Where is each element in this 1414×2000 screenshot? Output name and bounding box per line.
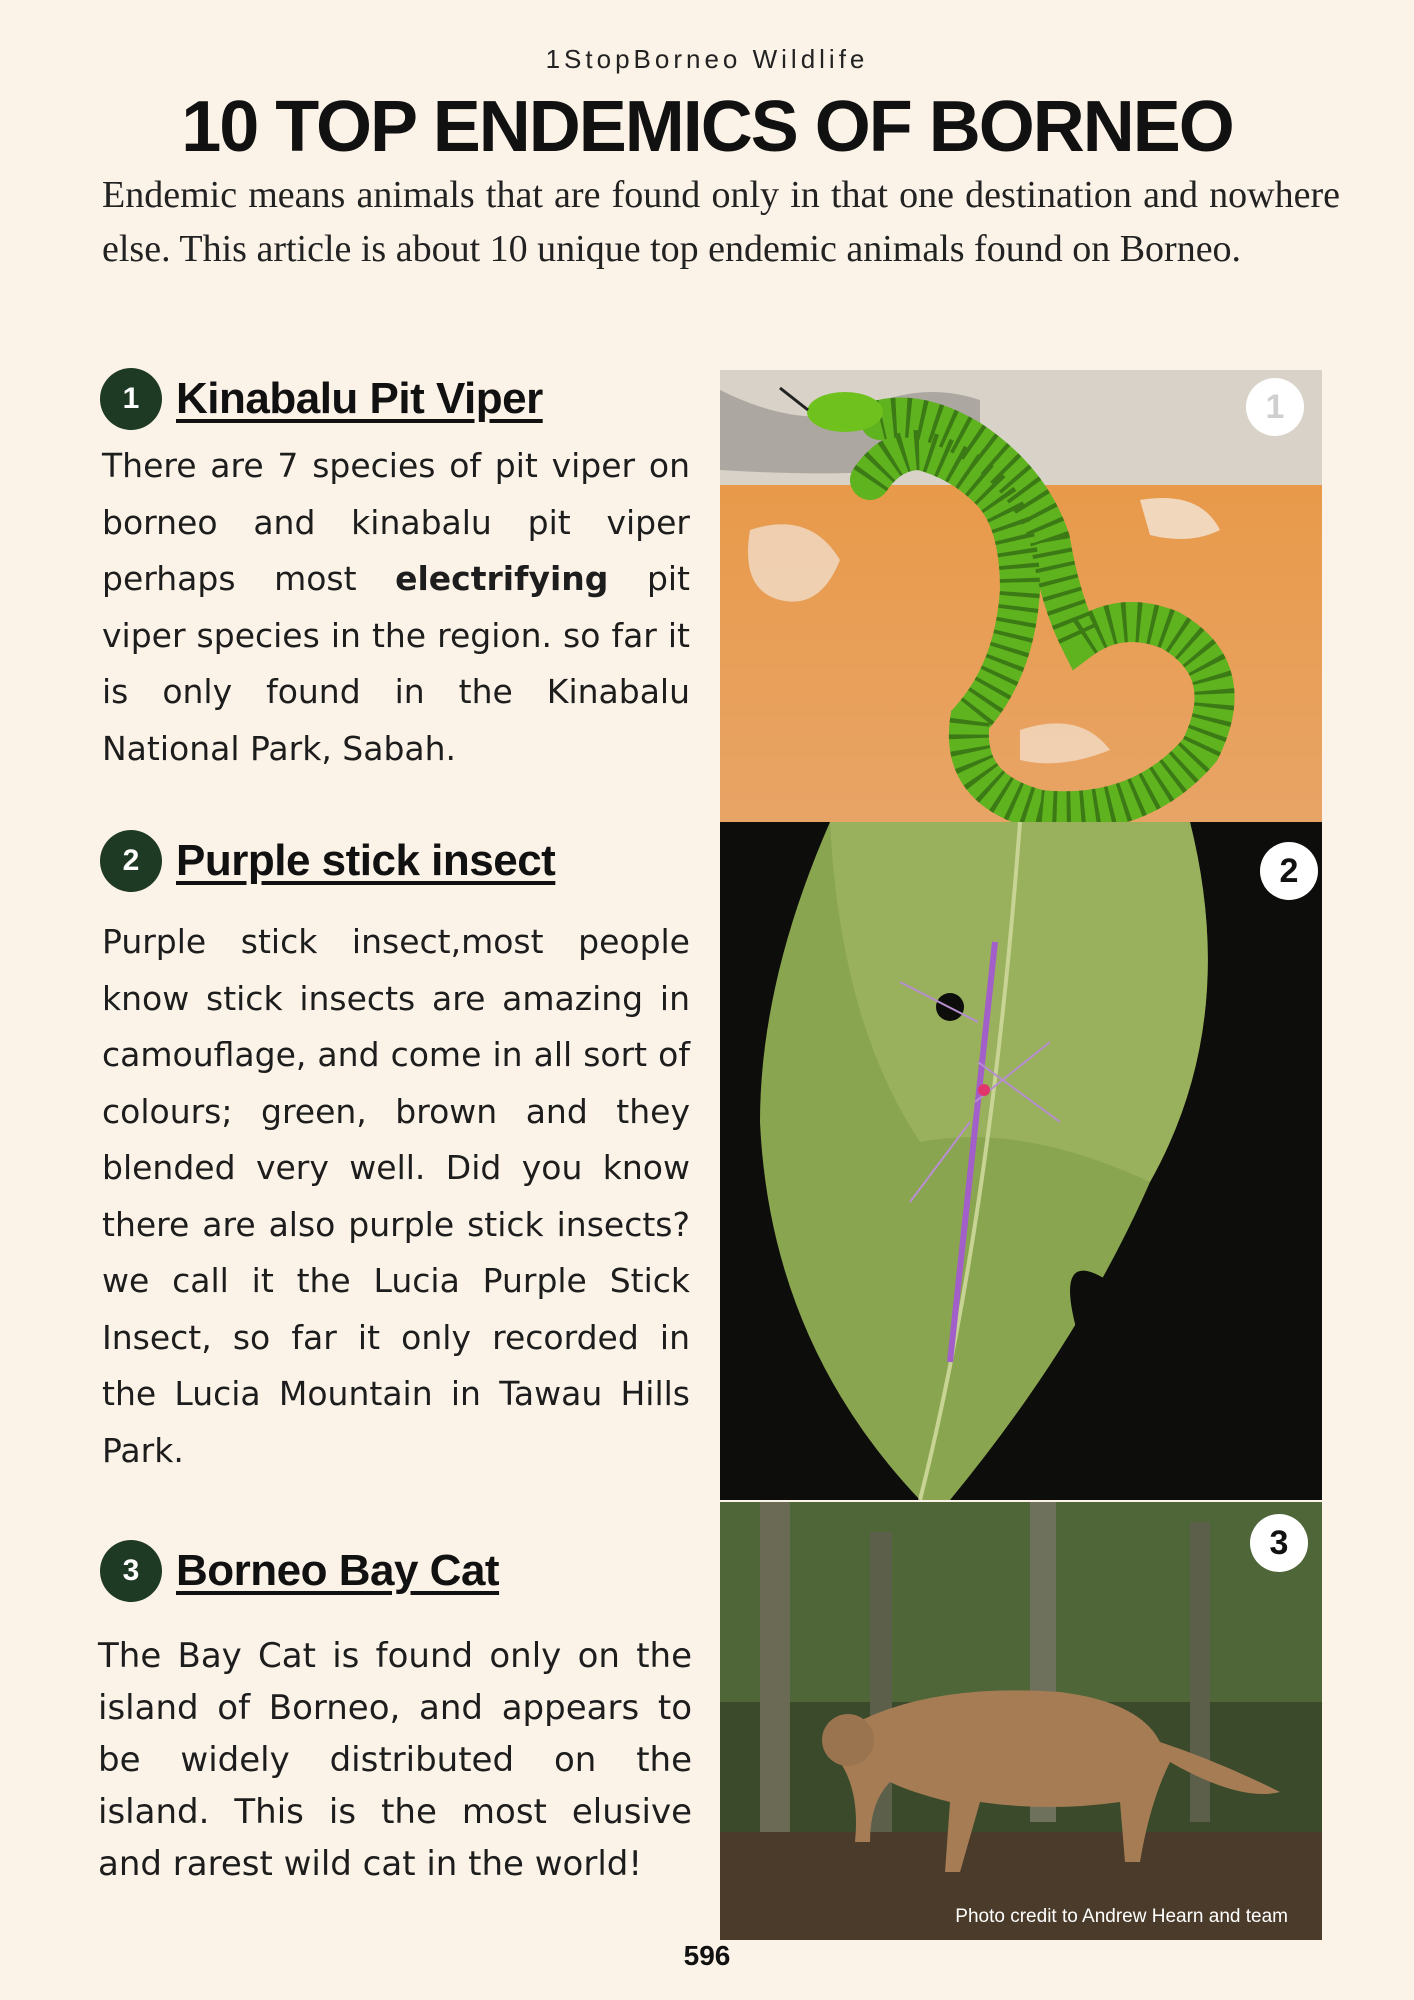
section-3-text: The Bay Cat is found only on the island of Borneo, and appears to be widely distributed on the island. This is the most elusive and rarest wild cat in the world! [98,1636,692,1884]
section-1-title[interactable]: Kinabalu Pit Viper [176,374,543,423]
section-3-title[interactable]: Borneo Bay Cat [176,1546,500,1595]
section-1-text [102,438,690,777]
photo-1-number-badge: 1 [1246,378,1304,436]
section-2-heading [100,830,555,892]
brand-label: 1StopBorneo Wildlife [545,44,869,74]
bay-cat-photo [720,1502,1322,1940]
intro-paragraph: Endemic means animals that are found only in that one destination and nowhere else. This article is about 10 unique top endemic animals found on Borneo. [102,174,1340,270]
section-1-text-bold: electrifying [395,559,609,598]
bay-cat-image [720,1502,1322,1940]
pit-viper-image [720,370,1322,822]
section-1-heading [100,368,543,430]
section-1-text-start: There are 7 species of pit viper on borneo and kinabalu pit viper perhaps most [102,446,690,598]
stick-insect-image [720,822,1322,1500]
section-2-title[interactable]: Purple stick insect [176,836,556,885]
section-2-text: Purple stick insect,most people know stick insects are amazing in camouflage, and come in all sort of colours; green, brown and they blended very well. Did you know there are also purple stick insects? we call it the Lucia Purple Stick Insect, so far it only recorded in the Lucia Mountain in Tawau Hills Park. [102,922,690,1470]
photo-2-number-badge: 2 [1260,842,1318,900]
section-2-number-badge: 2 [100,830,162,892]
photo-credit: Photo credit to Andrew Hearn and team [955,1906,1288,1927]
page-number: 596 [683,1940,731,1971]
section-1-text-end: pit viper species in the region. so far it is only found in the Kinabalu National Park, Sabah. [102,559,690,768]
section-3-number-badge: 3 [100,1540,162,1602]
section-3-heading [100,1540,499,1602]
page-title: 10 TOP ENDEMICS OF BORNEO [181,87,1233,167]
photo-3-number-badge: 3 [1250,1514,1308,1572]
pit-viper-photo [720,370,1322,822]
stick-insect-photo [720,822,1322,1500]
section-1-number-badge: 1 [100,368,162,430]
